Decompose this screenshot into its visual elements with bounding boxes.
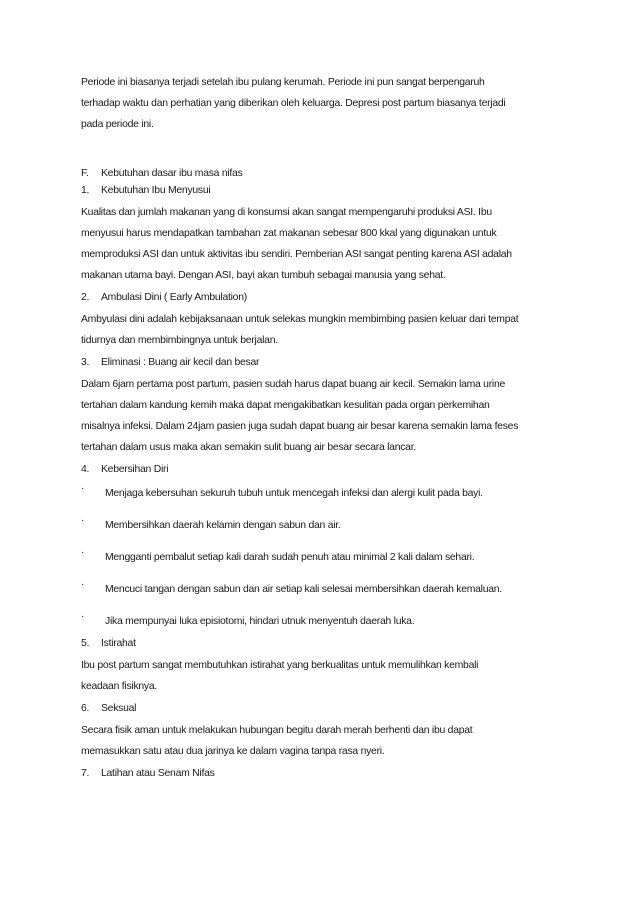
bullet-dot: · — [81, 611, 85, 622]
bullet-dot: · — [81, 483, 85, 494]
paragraph-line: memasukkan satu atau dua jarinya ke dalam vagina tanpa rasa nyeri. — [81, 746, 385, 757]
bullet-item — [81, 579, 571, 600]
bullet-item — [81, 515, 571, 536]
bullet-item — [81, 547, 571, 568]
paragraph-line: tidurnya dan membimbingnya untuk berjalan. — [81, 335, 278, 346]
item-title: Seksual — [101, 703, 137, 714]
bullet-text: Mencuci tangan dengan sabun dan air setiap kali selesai membersihkan daerah kemaluan. — [105, 584, 502, 595]
item-title: Kebersihan Diri — [101, 464, 169, 475]
paragraph-line: Kualitas dan jumlah makanan yang di konsumsi akan sangat mempengaruhi produksi ASI. Ibu — [81, 207, 492, 218]
paragraph-line: tertahan dalam kandung kemih maka dapat mengakibatkan kesulitan pada organ perkemihan — [81, 400, 490, 411]
item-heading-5 — [81, 638, 571, 649]
paragraph-line: Secara fisik aman untuk melakukan hubungan begitu darah merah berhenti dan ibu dapat — [81, 725, 473, 736]
item-title: Latihan atau Senam Nifas — [101, 768, 215, 779]
bullet-dot: · — [81, 579, 85, 590]
item-number: 4. — [81, 464, 90, 475]
intro-line: pada periode ini. — [81, 119, 154, 130]
item-number: 1. — [81, 185, 90, 196]
bullet-dot: · — [81, 547, 85, 558]
item-title: Kebutuhan Ibu Menyusui — [101, 185, 211, 196]
paragraph-line: Dalam 6jam pertama post partum, pasien sudah harus dapat buang air kecil. Semakin lama urine — [81, 379, 506, 390]
intro-paragraph — [81, 72, 571, 135]
item-paragraph-1 — [81, 202, 571, 286]
item-title: Istirahat — [101, 638, 136, 649]
intro-line: terhadap waktu dan perhatian yang diberikan oleh keluarga. Depresi post partum biasanya terjadi — [81, 98, 506, 109]
item-heading-1 — [81, 185, 571, 196]
item-heading-2 — [81, 292, 571, 303]
item-number: 6. — [81, 703, 90, 714]
bullet-text: Menjaga kebersuhan sekuruh tubuh untuk mencegah infeksi dan alergi kulit pada bayi. — [105, 488, 483, 499]
paragraph-line: tertahan dalam usus maka akan semakin sulit buang air besar secara lancar. — [81, 442, 416, 453]
item-number: 5. — [81, 638, 90, 649]
paragraph-line: misalnya infeksi. Dalam 24jam pasien juga sudah dapat buang air besar karena semakin lama feses — [81, 421, 519, 432]
item-heading-3 — [81, 357, 571, 368]
item-title: Eliminasi : Buang air kecil dan besar — [101, 357, 260, 368]
item-paragraph-2 — [81, 309, 571, 351]
bullet-text: Jika mempunyai luka episiotomi, hindari utnuk menyentuh daerah luka. — [105, 616, 415, 627]
paragraph-line: Ibu post partum sangat membutuhkan istirahat yang berkualitas untuk memulihkan kembali — [81, 660, 479, 671]
bullet-dot: · — [81, 515, 85, 526]
item-heading-4 — [81, 464, 571, 475]
bullet-item — [81, 483, 571, 504]
bullet-item — [81, 611, 571, 632]
section-letter: F. — [81, 168, 89, 179]
bullet-text: Membersihkan daerah kelamin dengan sabun dan air. — [105, 520, 341, 531]
item-paragraph-3 — [81, 374, 571, 458]
item-heading-6 — [81, 703, 571, 714]
intro-line: Periode ini biasanya terjadi setelah ibu pulang kerumah. Periode ini pun sangat berpengaruh — [81, 77, 485, 88]
paragraph-line: makanan utama bayi. Dengan ASI, bayi akan tumbuh sebagai manusia yang sehat. — [81, 270, 446, 281]
paragraph-line: Ambyulasi dini adalah kebijaksanaan untuk selekas mungkin membimbing pasien keluar dari tempat — [81, 314, 519, 325]
paragraph-line: menyusui harus mendapatkan tambahan zat makanan sebesar 800 kkal yang digunakan untuk — [81, 228, 497, 239]
paragraph-line: keadaan fisiknya. — [81, 681, 158, 692]
item-heading-7 — [81, 768, 571, 779]
document-body — [81, 72, 571, 785]
section-heading — [81, 168, 571, 179]
item-number: 7. — [81, 768, 90, 779]
item-paragraph-5 — [81, 655, 571, 697]
item-number: 2. — [81, 292, 90, 303]
item-title: Ambulasi Dini ( Early Ambulation) — [101, 292, 247, 303]
bullet-text: Mengganti pembalut setiap kali darah sudah penuh atau minimal 2 kali dalam sehari. — [105, 552, 475, 563]
section-title: Kebutuhan dasar ibu masa nifas — [101, 168, 243, 179]
item-number: 3. — [81, 357, 90, 368]
item-paragraph-6 — [81, 720, 571, 762]
paragraph-line: memproduksi ASI dan untuk aktivitas ibu sendiri. Pemberian ASI sangat penting karena ASI adalah — [81, 249, 512, 260]
